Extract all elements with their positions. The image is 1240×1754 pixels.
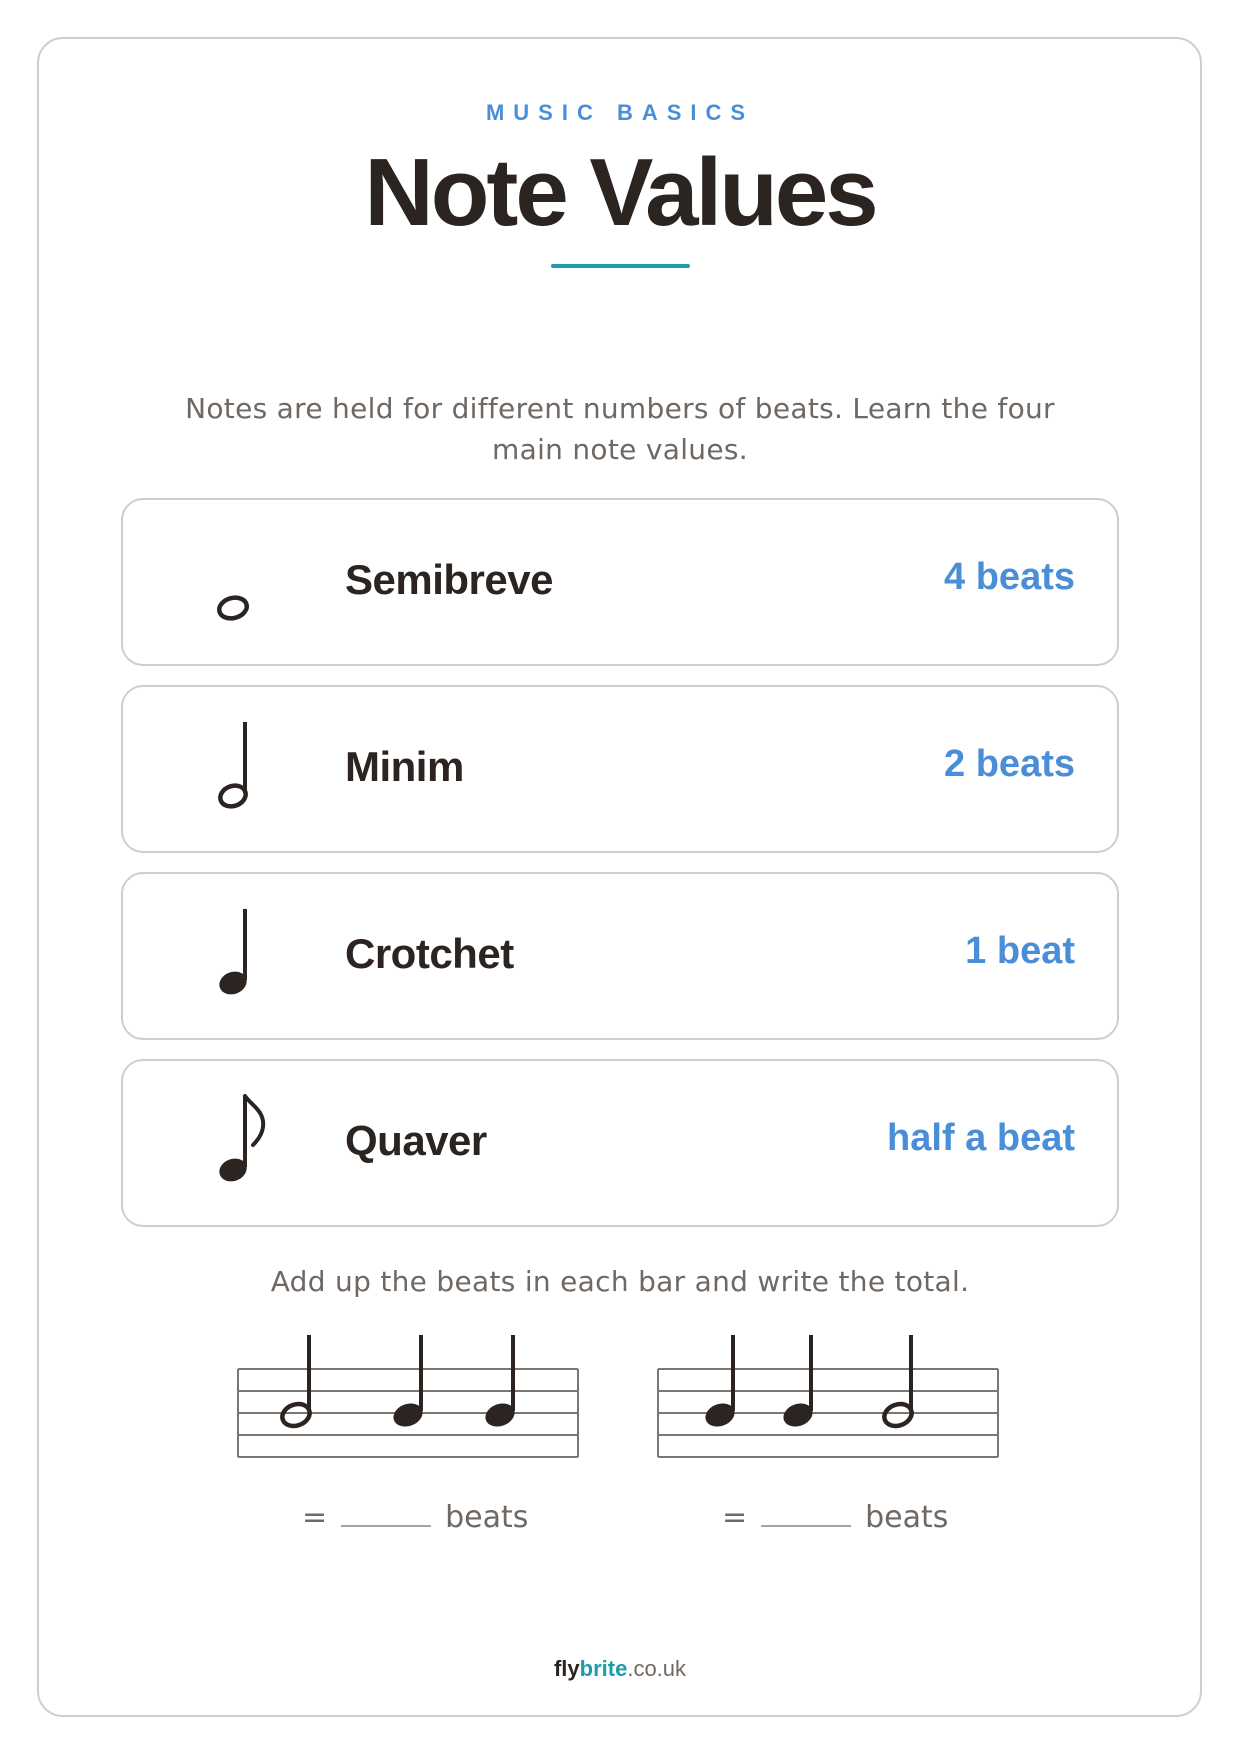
equals-sign: = [302, 1500, 328, 1535]
equals-sign: = [722, 1500, 748, 1535]
note-name: Semibreve [345, 556, 553, 603]
footer-brand [0, 1656, 1240, 1682]
intro-text: Notes are held for different numbers of beats. Learn the four main note values. [185, 392, 1055, 466]
bar-note-crotchet [482, 1335, 518, 1430]
semibreve-icon [203, 530, 293, 640]
brand-tld: .co.uk [627, 1656, 687, 1681]
bar-note-minim [279, 1335, 312, 1430]
minim-icon [203, 717, 293, 827]
bar-note-minim [881, 1335, 914, 1430]
note-beats: 4 beats [944, 556, 1075, 598]
brand-fly: fly [553, 1656, 580, 1681]
answer-unit: beats [445, 1500, 529, 1535]
answer-line-1 [302, 1500, 528, 1535]
note-card-crotchet [121, 872, 1119, 1040]
note-beats: 2 beats [944, 743, 1075, 785]
title-underline [551, 264, 690, 268]
note-card-quaver [121, 1059, 1119, 1227]
answer-blank[interactable] [761, 1501, 851, 1527]
crotchet-icon [203, 904, 293, 1014]
brand-brite: brite [579, 1656, 628, 1681]
answer-blank[interactable] [341, 1501, 431, 1527]
note-name: Crotchet [345, 930, 514, 977]
answer-line-2 [722, 1500, 948, 1535]
exercise-bar-1 [236, 1335, 596, 1465]
quaver-icon [203, 1091, 293, 1201]
note-name: Minim [345, 743, 464, 790]
page-title: Note Values [364, 139, 876, 246]
note-beats: half a beat [887, 1117, 1075, 1159]
note-beats: 1 beat [965, 930, 1075, 972]
note-name: Quaver [345, 1117, 487, 1164]
exercise-bar-2 [656, 1335, 1016, 1465]
section-kicker: MUSIC BASICS [485, 100, 755, 125]
note-card-minim [121, 685, 1119, 853]
exercise-instruction: Add up the beats in each bar and write the total. [270, 1265, 970, 1298]
answer-unit: beats [865, 1500, 949, 1535]
bar-note-crotchet [702, 1335, 738, 1430]
bar-note-crotchet [390, 1335, 426, 1430]
bar-note-crotchet [780, 1335, 816, 1430]
note-card-semibreve [121, 498, 1119, 666]
